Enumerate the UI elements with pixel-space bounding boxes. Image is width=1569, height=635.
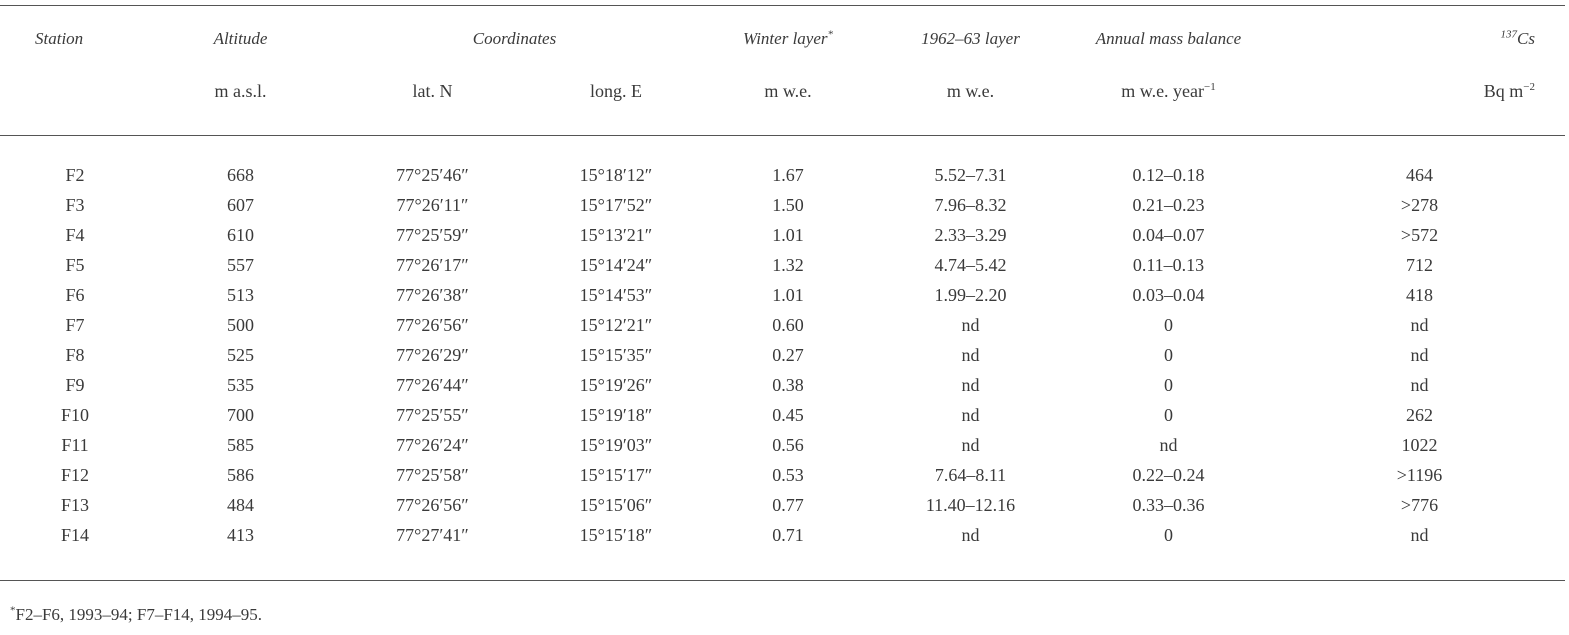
cell-station: F9: [65, 375, 85, 395]
cell-altitude: 610: [227, 225, 254, 245]
cell-1962-63-layer: 2.33–3.29: [934, 225, 1007, 245]
table-row: [0, 310, 1565, 340]
cell-cs: 418: [1406, 285, 1433, 305]
table-row: [0, 370, 1565, 400]
cell-long: 15°15′18″: [579, 525, 653, 545]
cell-long: 15°12′21″: [579, 315, 653, 335]
cell-1962-63-layer: 11.40–12.16: [925, 495, 1016, 515]
cell-long: 15°18′12″: [579, 165, 653, 185]
table-row: [0, 490, 1565, 520]
cell-lat: 77°25′59″: [396, 225, 469, 245]
cell-winter-layer: 0.60: [772, 315, 804, 335]
table-row: [0, 190, 1565, 220]
header-annual-mass-balance: Annual mass balance: [1095, 29, 1242, 48]
unit-winter-layer: m w.e.: [764, 81, 812, 101]
cell-long: 15°14′53″: [579, 285, 653, 305]
cell-cs: >278: [1400, 195, 1439, 215]
cell-altitude: 700: [227, 405, 254, 425]
header-altitude: Altitude: [213, 29, 268, 48]
cell-annual-mass-balance: 0.22–0.24: [1132, 465, 1205, 485]
cell-long: 15°19′26″: [579, 375, 653, 395]
cell-cs: 262: [1406, 405, 1433, 425]
footnote: [10, 605, 262, 625]
cell-lat: 77°26′17″: [396, 255, 469, 275]
cell-1962-63-layer: 5.52–7.31: [934, 165, 1007, 185]
unit-altitude: m a.s.l.: [214, 81, 267, 101]
cell-lat: 77°26′56″: [396, 315, 469, 335]
cell-annual-mass-balance: 0: [1164, 405, 1173, 425]
cell-long: 15°19′18″: [579, 405, 653, 425]
cell-lat: 77°25′58″: [396, 465, 469, 485]
cell-winter-layer: 0.45: [772, 405, 804, 425]
cell-station: F12: [60, 465, 89, 485]
cell-altitude: 535: [227, 375, 254, 395]
cell-long: 15°19′03″: [579, 435, 653, 455]
cell-1962-63-layer: 4.74–5.42: [934, 255, 1007, 275]
cell-winter-layer: 0.77: [772, 495, 804, 515]
table-row: [0, 250, 1565, 280]
table-header: [0, 0, 1565, 132]
cell-cs: nd: [1410, 375, 1429, 395]
cell-winter-layer: 0.53: [772, 465, 804, 485]
cell-station: F14: [60, 525, 89, 545]
header-coordinates: Coordinates: [472, 29, 557, 48]
unit-annual-mass-balance-base: m w.e. year: [1121, 81, 1205, 101]
cell-altitude: 413: [227, 525, 254, 545]
table-row: [0, 280, 1565, 310]
cell-station: F6: [65, 285, 85, 305]
header-row-titles: [0, 0, 1565, 68]
table-row: [0, 160, 1565, 190]
cell-1962-63-layer: 1.99–2.20: [934, 285, 1007, 305]
cell-annual-mass-balance: nd: [1159, 435, 1178, 455]
table-row: [0, 340, 1565, 370]
cell-annual-mass-balance: 0.12–0.18: [1132, 165, 1205, 185]
cell-station: F3: [65, 195, 85, 215]
cell-station: F4: [65, 225, 85, 245]
cell-lat: 77°27′41″: [396, 525, 469, 545]
cell-annual-mass-balance: 0: [1164, 375, 1173, 395]
cell-long: 15°15′06″: [579, 495, 653, 515]
cell-winter-layer: 1.01: [772, 285, 804, 305]
cell-winter-layer: 1.01: [772, 225, 804, 245]
cell-station: F11: [61, 435, 89, 455]
cell-cs: 712: [1406, 255, 1433, 275]
cell-winter-layer: 1.32: [772, 255, 804, 275]
cell-cs: nd: [1410, 315, 1429, 335]
cell-1962-63-layer: nd: [961, 375, 980, 395]
cell-annual-mass-balance: 0.03–0.04: [1132, 285, 1205, 305]
unit-annual-mass-balance: [1063, 68, 1274, 132]
cell-lat: 77°26′38″: [396, 285, 469, 305]
cell-cs: nd: [1410, 525, 1429, 545]
table-row: [0, 430, 1565, 460]
cell-1962-63-layer: nd: [961, 435, 980, 455]
cs-label: Cs: [1517, 29, 1535, 48]
cell-cs: >776: [1400, 495, 1439, 515]
cell-station: F5: [65, 255, 85, 275]
cell-cs: >1196: [1396, 465, 1443, 485]
bottom-rule: [0, 580, 1565, 581]
cell-winter-layer: 0.71: [772, 525, 804, 545]
cell-winter-layer: 1.67: [772, 165, 804, 185]
cell-annual-mass-balance: 0.21–0.23: [1132, 195, 1205, 215]
unit-lat: lat. N: [412, 81, 453, 101]
cell-cs: 464: [1406, 165, 1433, 185]
cell-altitude: 500: [227, 315, 254, 335]
cell-winter-layer: 0.56: [772, 435, 804, 455]
cell-1962-63-layer: nd: [961, 525, 980, 545]
cell-1962-63-layer: nd: [961, 405, 980, 425]
footnote-mark: *: [10, 604, 16, 617]
cell-long: 15°15′17″: [579, 465, 653, 485]
unit-1962-63-layer: m w.e.: [946, 81, 995, 101]
unit-cs-base: Bq m: [1483, 81, 1524, 101]
cell-altitude: 585: [227, 435, 254, 455]
cell-long: 15°14′24″: [579, 255, 653, 275]
cell-winter-layer: 0.38: [772, 375, 804, 395]
body-spacer: [0, 132, 1565, 160]
cell-lat: 77°26′11″: [396, 195, 469, 215]
cell-station: F8: [65, 345, 85, 365]
cell-annual-mass-balance: 0: [1164, 345, 1173, 365]
header-row-units: [0, 68, 1565, 132]
unit-station: [0, 68, 150, 132]
cell-cs: >572: [1400, 225, 1439, 245]
cell-altitude: 586: [227, 465, 254, 485]
winter-layer-footnote-mark: *: [827, 28, 833, 41]
cell-lat: 77°25′55″: [396, 405, 469, 425]
cell-winter-layer: 1.50: [772, 195, 804, 215]
cell-long: 15°15′35″: [579, 345, 653, 365]
table-row: [0, 520, 1565, 550]
cell-1962-63-layer: 7.96–8.32: [934, 195, 1007, 215]
header-winter-layer-label: Winter layer: [742, 29, 828, 48]
table-row: [0, 220, 1565, 250]
unit-cs-exp: −2: [1523, 81, 1535, 93]
cell-altitude: 484: [227, 495, 254, 515]
cell-station: F7: [65, 315, 85, 335]
cell-winter-layer: 0.27: [772, 345, 804, 365]
cell-lat: 77°26′24″: [396, 435, 469, 455]
cell-annual-mass-balance: 0.33–0.36: [1132, 495, 1205, 515]
unit-annual-mass-balance-exp: −1: [1204, 81, 1216, 93]
cell-long: 15°13′21″: [579, 225, 653, 245]
cell-station: F10: [60, 405, 89, 425]
cell-altitude: 513: [227, 285, 254, 305]
table-row: [0, 460, 1565, 490]
cs-isotope-number: 137: [1500, 28, 1518, 41]
cell-lat: 77°26′44″: [396, 375, 469, 395]
cell-altitude: 668: [227, 165, 254, 185]
cell-annual-mass-balance: 0.04–0.07: [1132, 225, 1205, 245]
cell-altitude: 557: [227, 255, 254, 275]
cell-station: F13: [60, 495, 89, 515]
cell-annual-mass-balance: 0: [1164, 525, 1173, 545]
cell-lat: 77°25′46″: [396, 165, 469, 185]
table-body: [0, 132, 1565, 550]
cell-altitude: 525: [227, 345, 254, 365]
cell-long: 15°17′52″: [579, 195, 653, 215]
header-1962-63-layer: 1962–63 layer: [921, 29, 1020, 48]
header-station: Station: [35, 29, 84, 48]
cell-1962-63-layer: nd: [961, 345, 980, 365]
unit-long: long. E: [590, 81, 642, 101]
cell-lat: 77°26′29″: [396, 345, 469, 365]
cell-cs: nd: [1410, 345, 1429, 365]
cell-altitude: 607: [227, 195, 254, 215]
unit-cs: [1274, 68, 1565, 132]
header-cs: [1274, 0, 1565, 68]
footnote-text: F2–F6, 1993–94; F7–F14, 1994–95.: [15, 605, 263, 624]
cell-lat: 77°26′56″: [396, 495, 469, 515]
cell-1962-63-layer: 7.64–8.11: [934, 465, 1007, 485]
table-row: [0, 400, 1565, 430]
header-winter-layer: [698, 0, 878, 68]
cell-1962-63-layer: nd: [961, 315, 980, 335]
cell-annual-mass-balance: 0: [1164, 315, 1173, 335]
cell-cs: 1022: [1401, 435, 1438, 455]
cell-annual-mass-balance: 0.11–0.13: [1132, 255, 1205, 275]
cell-station: F2: [65, 165, 85, 185]
